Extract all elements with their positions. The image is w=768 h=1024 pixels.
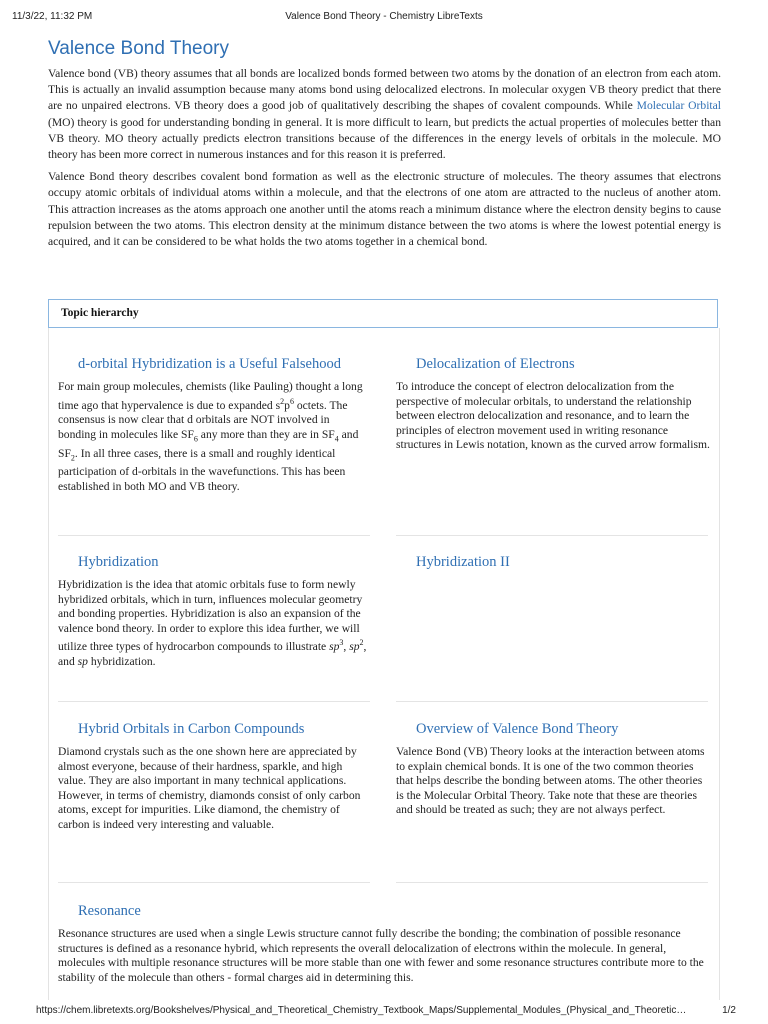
superscript: 3: [339, 638, 344, 648]
subscript: 2: [70, 452, 75, 462]
print-footer: [0, 1000, 768, 1024]
desc-text: Hybridization is the idea that atomic orbitals fuse to form newly hybridized orbitals, which in turn, influences molecular geometry and bonding properties. Hybridization is also an expansion of the valence bond theory. In order to explore this idea further, we will utilize three types of hydrocarbon compounds to illustrate: [58, 578, 363, 654]
card-title-link[interactable]: Hybridization: [78, 554, 159, 570]
superscript: 2: [280, 396, 285, 406]
superscript: 6: [289, 396, 294, 406]
card-hybrid-orbitals-carbon: [58, 719, 370, 833]
card-title-link[interactable]: Hybridization II: [416, 554, 510, 570]
card-hybridization: [58, 552, 370, 669]
card-overview-vb-theory: [396, 719, 711, 818]
sp-term: sp: [349, 640, 360, 654]
topic-hierarchy-label: Topic hierarchy: [61, 307, 139, 319]
card-resonance: [58, 901, 708, 985]
card-title-link[interactable]: Overview of Valence Bond Theory: [416, 721, 619, 737]
article: [48, 38, 721, 256]
subscript: 6: [193, 433, 198, 443]
print-header: [0, 0, 768, 26]
topic-hierarchy-header: [48, 299, 718, 328]
card-hybridization-ii: [396, 552, 711, 578]
card-title-link[interactable]: d-orbital Hybridization is a Useful Falsehood: [78, 356, 341, 372]
print-page-number: 1/2: [722, 1005, 736, 1016]
card-divider: [58, 535, 370, 536]
print-url: https://chem.libretexts.org/Bookshelves/Physical_and_Theoretical_Chemistry_Textbook_Maps/Supplemental_Modules_(Physical_and_Theoretic…: [36, 1005, 687, 1016]
desc-text: , and: [58, 640, 367, 668]
card-title-link[interactable]: Resonance: [78, 903, 141, 919]
superscript: 2: [359, 638, 364, 648]
intro-p1-text-a: Valence bond (VB) theory assumes that all bonds are localized bonds formed between two atoms by the donation of an electron from each atom. This is actually an invalid assumption because many atoms bond using delocalized electrons. In molecular oxygen VB theory predict that there are no unpaired electrons. VB theory does a good job of qualitatively describing the shapes of covalent compounds. While: [48, 67, 721, 113]
intro-p1-text-b: (MO) theory is good for understanding bonding in general. It is more difficult to learn, but predicts the actual properties of molecules better than VB theory. MO theory actually predicts electron transitions because of the differences in the energy levels of orbitals in the molecule. MO theory has been more correct in numerous instances and for this reason it is preferred.: [48, 115, 721, 162]
print-page-title: Valence Bond Theory - Chemistry LibreTexts: [285, 11, 483, 22]
card-divider: [58, 701, 370, 702]
desc-text: and SF: [58, 427, 359, 460]
intro: [48, 66, 721, 250]
desc-text: ,: [343, 640, 350, 654]
card-delocalization: [396, 354, 711, 453]
card-description: Resonance structures are used when a single Lewis structure cannot fully describe the bonding; the combination of possible resonance structures is defined as a resonance hybrid, which represents the overall delocalization of electrons within the molecule. In general, molecules with multiple resonance structures will be more stable than one with fewer and some resonance structures contribute more to the stability of the molecule than others - formal charges aid in determining this.: [58, 927, 704, 984]
card-description: [58, 380, 370, 495]
sp-term: sp: [329, 640, 340, 654]
subscript: 4: [334, 433, 339, 443]
card-divider: [396, 701, 708, 702]
desc-text: . In all three cases, there is a small and roughly identical participation of d-orbitals in the wavefunctions. This has been established in both MO and VB theory.: [58, 446, 346, 494]
intro-paragraph-1: [48, 66, 721, 163]
card-description: To introduce the concept of electron delocalization from the perspective of molecular orbitals, to understand the relationship between electron delocalization and resonance, and to learn the principles of electron movement used in writing resonance structures in Lewis notation, known as the curved arrow formalism.: [396, 380, 710, 452]
card-title-link[interactable]: Delocalization of Electrons: [416, 356, 575, 372]
card-divider: [58, 882, 370, 883]
print-date: 11/3/22, 11:32 PM: [12, 11, 93, 22]
intro-paragraph-2: Valence Bond theory describes covalent bond formation as well as the electronic structure of molecules. The theory assumes that electrons occupy atomic orbitals of individual atoms within a molecule, and that the electrons of one atom are attracted to the nucleus of another atom. This attraction increases as the atoms approach one another until the atoms reach a minimum distance where the electron density begins to cause repulsion between the two atoms. This electron density at the minimum distance between the two atoms is where the lowest potential energy is acquired, and it can be considered to be what holds the two atoms together in a chemical bond.: [48, 170, 721, 249]
card-divider: [396, 535, 708, 536]
card-description: [58, 578, 370, 669]
desc-text: For main group molecules, chemists (like Pauling) thought a long time ago that hypervalence is due to expanded s: [58, 380, 363, 412]
sp-term: sp: [77, 654, 88, 668]
desc-text: p: [284, 398, 290, 412]
card-dorbital-hybridization: [58, 354, 370, 495]
page-title: Valence Bond Theory: [48, 38, 229, 59]
desc-text: any more than they are in SF: [197, 427, 335, 441]
card-title-link[interactable]: Hybrid Orbitals in Carbon Compounds: [78, 721, 305, 737]
desc-text: hybridization.: [87, 654, 156, 668]
card-description: Valence Bond (VB) Theory looks at the interaction between atoms to explain chemical bonds. It is one of the two common theories that helps describe the bonding between atoms. The other theories is the Molecular Orbital Theory. Take note that these are theories and should be treated as such; they are not always perfect.: [396, 745, 705, 817]
desc-text: octets. The consensus is now clear that d orbitals are NOT involved in bonding in molecules like SF: [58, 398, 348, 441]
molecular-orbital-link[interactable]: Molecular Orbital: [636, 99, 721, 113]
card-divider: [396, 882, 708, 883]
card-description: Diamond crystals such as the one shown here are appreciated by almost everyone, because of their hardness, sparkle, and high value. They are also important in many technical applications. However, in terms of chemistry, diamonds consist of only carbon atoms, except for impurities. Like diamond, the chemistry of carbon is indeed very interesting and valuable.: [58, 745, 361, 831]
